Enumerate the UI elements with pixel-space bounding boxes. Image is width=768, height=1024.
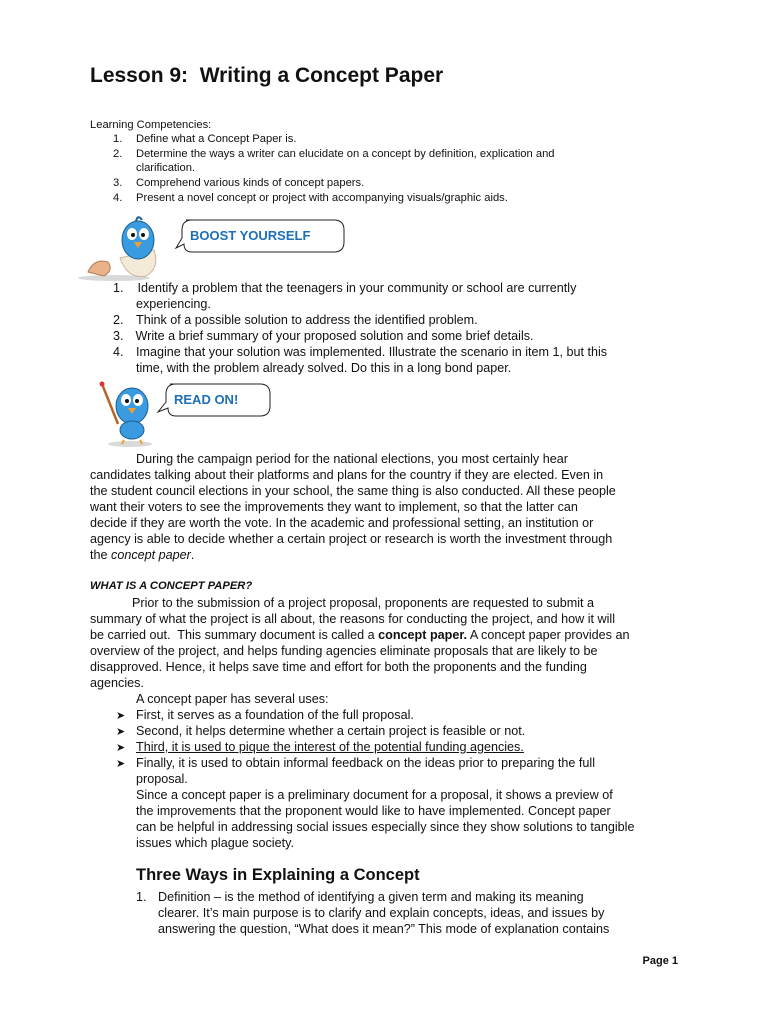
concept-paper-bold-term: concept paper. (378, 628, 468, 642)
boost-number: 1. (113, 281, 124, 295)
three-ways-heading: Three Ways in Explaining a Concept (136, 866, 420, 884)
boost-yourself-label: BOOST YOURSELF (190, 228, 311, 243)
competency-item: Determine the ways a writer can elucidate on a concept by definition, explication and (136, 148, 555, 160)
boost-item-cont: time, with the problem already solved. Do this in a long bond paper. (136, 361, 512, 375)
use-item: Finally, it is used to obtain informal feedback on the ideas prior to preparing the full (136, 756, 595, 770)
paragraph-line: agencies. (90, 676, 144, 690)
lesson-title: Lesson 9: Writing a Concept Paper (90, 64, 444, 87)
three-ways-line: answering the question, “What does it mean?” This mode of explanation contains (158, 922, 610, 936)
boost-item: Imagine that your solution was implemented. Illustrate the scenario in item 1, but this (136, 345, 608, 359)
paragraph-line: the student council elections in your school, the same thing is also conducted. All these people (90, 484, 616, 498)
paragraph-line: summary of what the project is all about, the reasons for conducting the project, and how it will (90, 612, 616, 626)
paragraph-line: issues which plague society. (136, 836, 294, 850)
bird-pointer-icon (96, 378, 162, 448)
paragraph-line: the improvements that the proponent would like to have implemented. Concept paper (136, 804, 611, 818)
three-ways-line: Definition – is the method of identifying a given term and making its meaning (158, 890, 584, 904)
competency-item-cont: clarification. (136, 162, 196, 174)
boost-number: 2. (113, 313, 124, 327)
arrow-bullet-icon: ➤ (116, 710, 126, 722)
paragraph-line (90, 627, 629, 643)
section-heading: WHAT IS A CONCEPT PAPER? (90, 580, 253, 592)
boost-number: 4. (113, 345, 124, 359)
boost-number: 3. (113, 329, 124, 343)
use-item-underlined: Third, it is used to pique the interest of the potential funding agencies. (136, 740, 524, 754)
arrow-bullet-icon: ➤ (116, 758, 126, 770)
bird-hatchling-icon (74, 210, 170, 282)
paragraph-line (90, 547, 194, 563)
use-item-cont: proposal. (136, 772, 188, 786)
paragraph-line: Prior to the submission of a project proposal, proponents are requested to submit a (132, 596, 595, 610)
paragraph-line: During the campaign period for the national elections, you most certainly hear (136, 452, 568, 466)
competency-number: 4. (113, 192, 123, 204)
paragraph-line: can be helpful in addressing social issues especially since they show solutions to tangible (136, 820, 635, 834)
competency-item: Define what a Concept Paper is. (136, 133, 297, 145)
paragraph-text: A concept paper provides an (467, 628, 630, 642)
paragraph-line: want their voters to see the improvements they want to implement, so that the latter can (90, 500, 578, 514)
competencies-heading: Learning Competencies: (90, 119, 212, 131)
uses-intro: A concept paper has several uses: (136, 692, 329, 706)
boost-item: Write a brief summary of your proposed solution and some brief details. (132, 329, 534, 343)
arrow-bullet-icon: ➤ (116, 726, 126, 738)
competency-number: 2. (113, 148, 123, 160)
paragraph-line: agency is able to decide whether a certain project or research is worth the investment through (90, 532, 613, 546)
page-number: Page 1 (642, 955, 678, 967)
competency-number: 1. (113, 133, 123, 145)
paragraph-text: the (90, 548, 112, 562)
use-item: First, it serves as a foundation of the full proposal. (136, 708, 414, 722)
paragraph-line: disapproved. Hence, it helps save time and effort for both the proponents and the funding (90, 660, 587, 674)
paragraph-line: Since a concept paper is a preliminary document for a proposal, it shows a preview of (136, 788, 613, 802)
competency-item: Comprehend various kinds of concept papers. (136, 177, 365, 189)
use-item: Second, it helps determine whether a certain project is feasible or not. (136, 724, 526, 738)
boost-item-cont: experiencing. (136, 297, 211, 311)
concept-paper-term: concept paper (111, 548, 191, 562)
boost-item: Identify a problem that the teenagers in your community or school are currently (134, 281, 577, 295)
competency-number: 3. (113, 177, 123, 189)
paragraph-line: candidates talking about their platforms and plans for the country if they are elected. Even in (90, 468, 604, 482)
paragraph-punct: . (190, 548, 195, 562)
competency-item: Present a novel concept or project with accompanying visuals/graphic aids. (136, 192, 508, 204)
three-ways-line: clearer. It’s main purpose is to clarify and explain concepts, ideas, and issues by (158, 906, 605, 920)
arrow-bullet-icon: ➤ (116, 742, 126, 754)
paragraph-line: decide if they are worth the vote. In the academic and professional setting, an institution or (90, 516, 594, 530)
boost-item: Think of a possible solution to address the identified problem. (136, 313, 478, 327)
paragraph-line: overview of the project, and helps funding agencies eliminate proposals that are likely to be (90, 644, 598, 658)
three-ways-number: 1. (136, 890, 147, 904)
read-on-label: READ ON! (174, 392, 239, 407)
paragraph-text: be carried out. This summary document is called a (90, 628, 379, 642)
